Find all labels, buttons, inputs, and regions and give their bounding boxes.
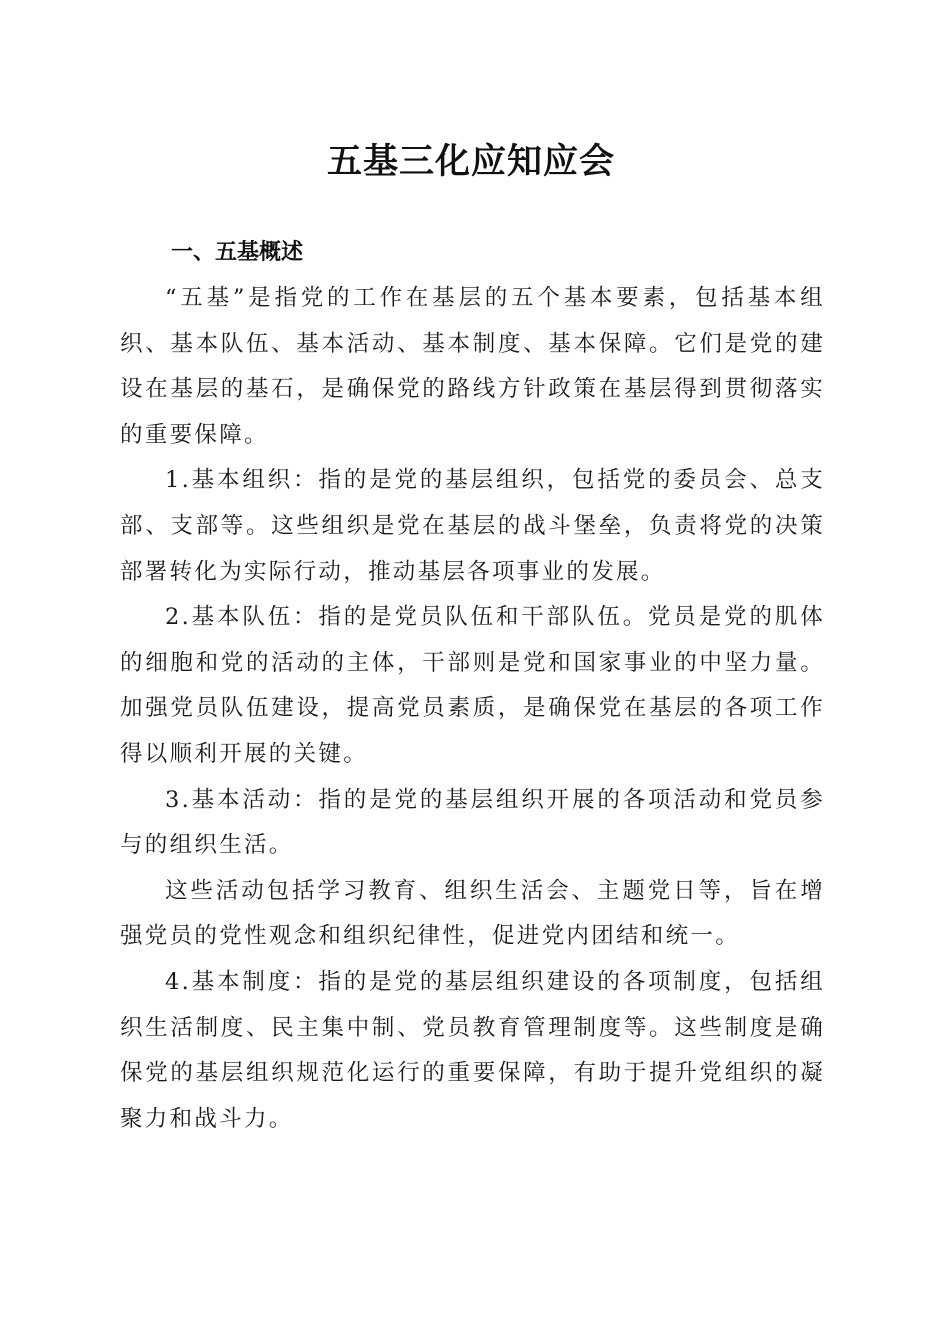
paragraph-basic-team: 2.基本队伍：指的是党员队伍和干部队伍。党员是党的肌体的细胞和党的活动的主体，干部则是党和国家事业的中坚力量。加强党员队伍建设，提高党员素质，是确保党在基层的各项工作得以顺利开展的关键。	[120, 604, 825, 767]
section-heading: 一、五基概述	[171, 240, 304, 265]
paragraph-basic-activity: 3.基本活动：指的是党的基层组织开展的各项活动和党员参与的组织生活。	[120, 786, 825, 859]
paragraph-intro: “五基”是指党的工作在基层的五个基本要素，包括基本组织、基本队伍、基本活动、基本制度、基本保障。它们是党的建设在基层的基石，是确保党的路线方针政策在基层得到贯彻落实的重要保障。	[120, 285, 825, 448]
paragraph-basic-system: 4.基本制度：指的是党的基层组织建设的各项制度，包括组织生活制度、民主集中制、党员教育管理制度等。这些制度是确保党的基层组织规范化运行的重要保障，有助于提升党组织的凝聚力和战斗力。	[120, 968, 825, 1132]
paragraph-basic-organization: 1.基本组织：指的是党的基层组织，包括党的委员会、总支部、支部等。这些组织是党在基层的战斗堡垒，负责将党的决策部署转化为实际行动，推动基层各项事业的发展。	[120, 467, 825, 585]
paragraph-activity-details: 这些活动包括学习教育、组织生活会、主题党日等，旨在增强党员的党性观念和组织纪律性，促进党内团结和统一。	[120, 877, 825, 950]
document-body	[120, 276, 825, 1142]
document-title: 五基三化应知应会	[326, 141, 615, 182]
